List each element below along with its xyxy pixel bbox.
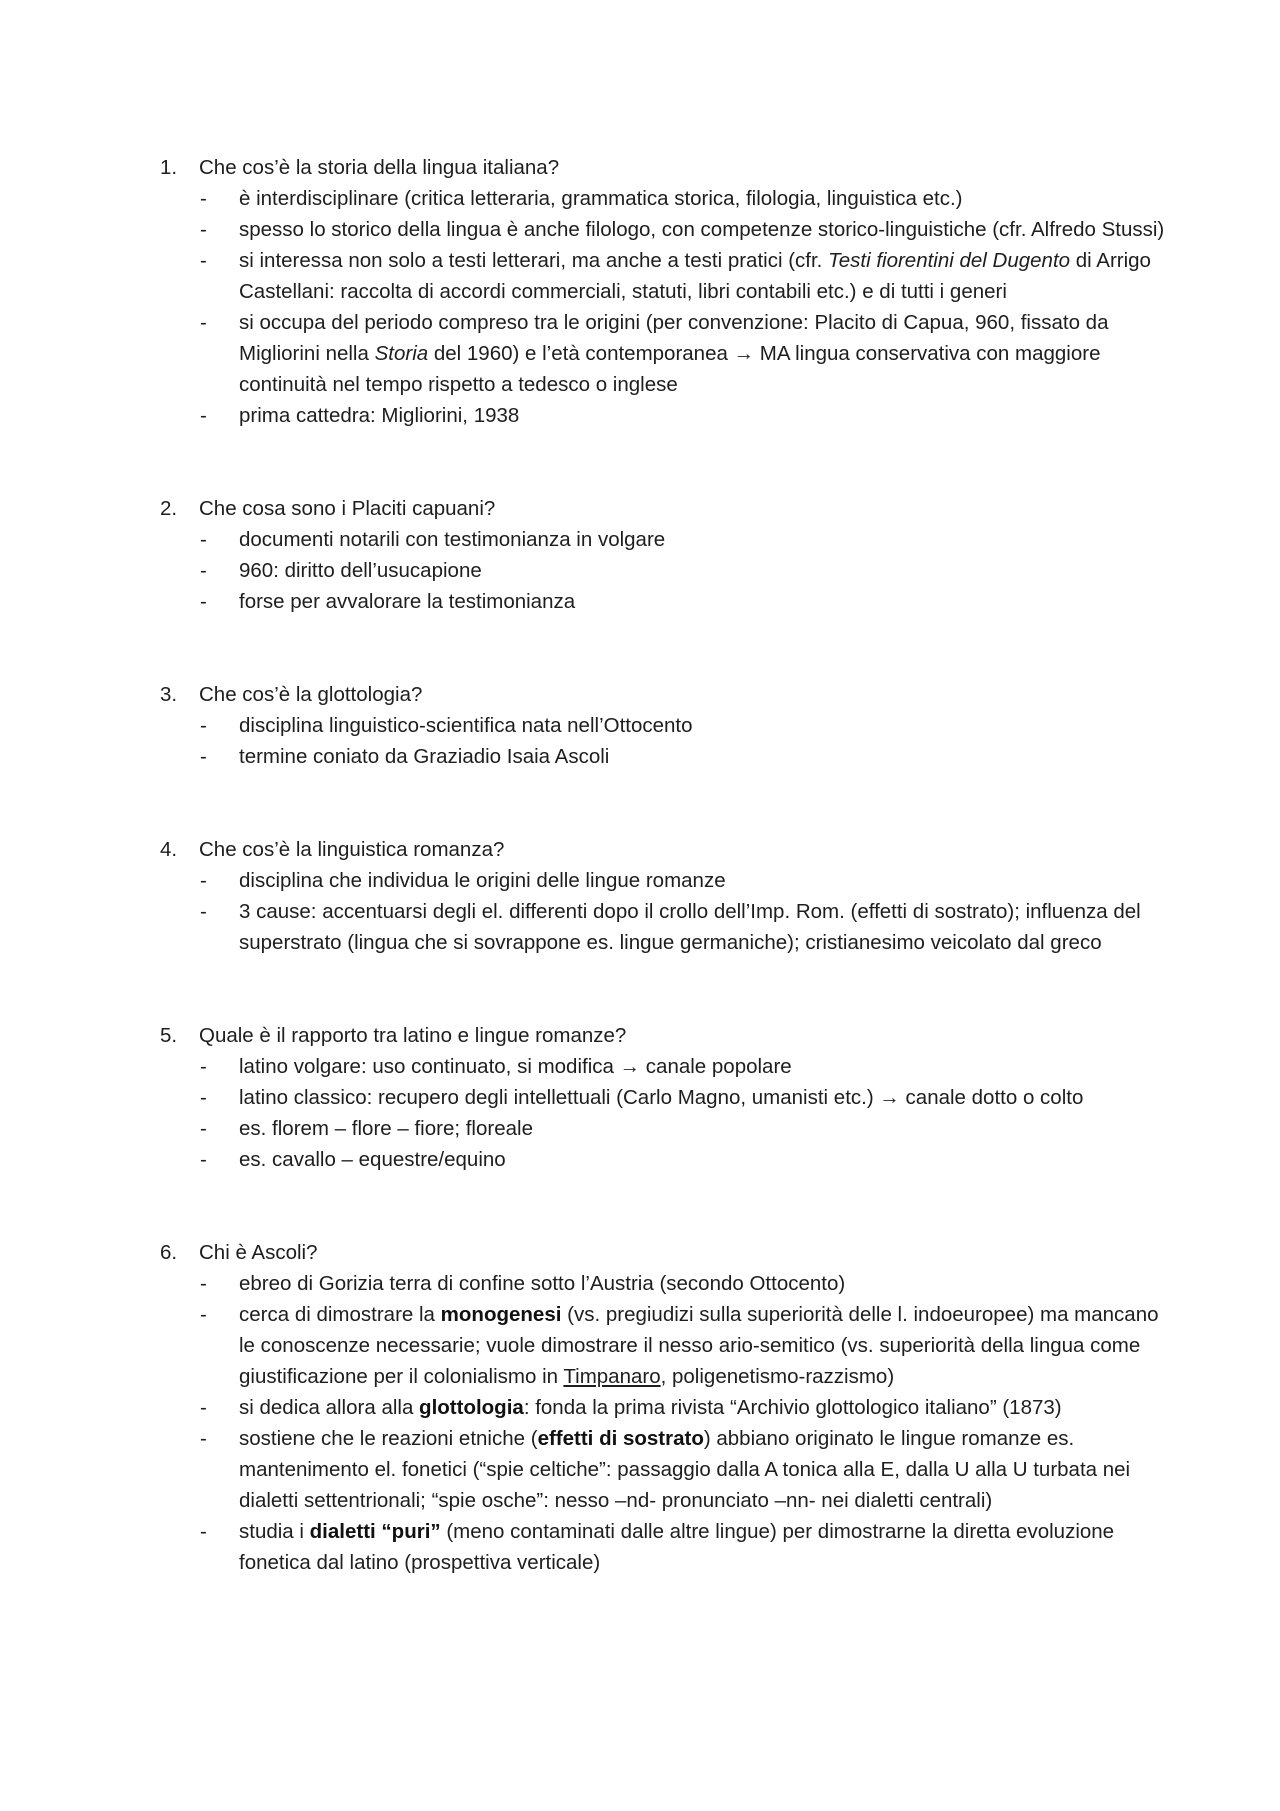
question-heading — [160, 493, 1170, 524]
list-item — [200, 710, 1170, 741]
text-run: ebreo di Gorizia terra di confine sotto l’Austria (secondo Ottocento) — [239, 1272, 846, 1295]
question-number: 2. — [160, 497, 178, 520]
question-title: Quale è il rapporto tra latino e lingue romanze? — [199, 1024, 627, 1047]
dash-bullet-icon: - — [200, 218, 207, 241]
question-number: 5. — [160, 1024, 178, 1047]
list-item-text — [239, 1051, 1170, 1082]
text-run: spesso lo storico della lingua è anche filologo, con competenze storico-linguistiche (cfr. Alfredo Stussi) — [239, 218, 1165, 241]
dash-bullet-icon: - — [200, 1148, 207, 1171]
text-run: 960: diritto dell’usucapione — [239, 559, 482, 582]
list-item-text — [239, 400, 1170, 431]
list-item-text — [239, 586, 1170, 617]
list-item — [200, 307, 1170, 400]
dash-bullet-icon: - — [200, 1086, 207, 1109]
text-run: del 1960) e l’età contemporanea → MA lingua conservativa con maggiore continuità nel tempo rispetto a tedesco o inglese — [239, 342, 1101, 396]
dash-bullet-icon: - — [200, 1427, 207, 1450]
dash-bullet-icon: - — [200, 745, 207, 768]
question-title: Che cosa sono i Placiti capuani? — [199, 497, 496, 520]
text-run: : fonda la prima rivista “Archivio glottologico italiano” (1873) — [523, 1396, 1062, 1419]
answer-list — [160, 1268, 1170, 1578]
dash-bullet-icon: - — [200, 869, 207, 892]
text-run: di Arrigo Castellani: raccolta di accordi commerciali, statuti, libri contabili etc.) e di tutti i generi — [239, 249, 1151, 303]
bold-text: monogenesi — [440, 1303, 562, 1326]
question-title: Chi è Ascoli? — [199, 1241, 318, 1264]
list-item — [200, 245, 1170, 307]
question-heading — [160, 834, 1170, 865]
question-number: 6. — [160, 1241, 178, 1264]
text-run: si interessa non solo a testi letterari, ma anche a testi pratici (cfr. — [239, 249, 829, 272]
list-item-text — [239, 524, 1170, 555]
answer-list — [160, 710, 1170, 772]
question-number: 1. — [160, 156, 178, 179]
list-item — [200, 896, 1170, 958]
list-item-text — [239, 741, 1170, 772]
dash-bullet-icon: - — [200, 1117, 207, 1140]
question-section — [160, 1020, 1170, 1175]
dash-bullet-icon: - — [200, 1303, 207, 1326]
list-item — [200, 1051, 1170, 1082]
question-number: 4. — [160, 838, 178, 861]
dash-bullet-icon: - — [200, 1396, 207, 1419]
list-item — [200, 865, 1170, 896]
list-item — [200, 1082, 1170, 1113]
answer-list — [160, 865, 1170, 958]
text-run: si dedica allora alla — [239, 1396, 420, 1419]
text-run: prima cattedra: Migliorini, 1938 — [239, 404, 520, 427]
text-run: sostiene che le reazioni etniche ( — [239, 1427, 538, 1450]
text-run: termine coniato da Graziadio Isaia Ascoli — [239, 745, 610, 768]
list-item — [200, 1113, 1170, 1144]
text-run: forse per avvalorare la testimonianza — [239, 590, 576, 613]
text-run: (vs. pregiudizi sulla superiorità delle l. indoeuropee) ma mancano le conoscenze necessarie; vuole dimostrare il nesso ario-semitico (vs. superiorità della lingua come giustificazione per il colonialismo in — [239, 1303, 1159, 1388]
list-item — [200, 524, 1170, 555]
list-item-text — [239, 1268, 1170, 1299]
dash-bullet-icon: - — [200, 528, 207, 551]
question-section — [160, 679, 1170, 772]
list-item-text — [239, 183, 1170, 214]
dash-bullet-icon: - — [200, 559, 207, 582]
list-item-text — [239, 896, 1170, 958]
text-run: studia i — [239, 1520, 310, 1543]
text-run: , poligenetismo-razzismo) — [660, 1365, 895, 1388]
bold-text: effetti di sostrato — [537, 1427, 704, 1450]
dash-bullet-icon: - — [200, 1520, 207, 1543]
dash-bullet-icon: - — [200, 187, 207, 210]
list-item-text — [239, 865, 1170, 896]
list-item-text — [239, 214, 1170, 245]
text-run: documenti notarili con testimonianza in volgare — [239, 528, 666, 551]
question-heading — [160, 1020, 1170, 1051]
list-item-text — [239, 245, 1170, 307]
answer-list — [160, 1051, 1170, 1175]
text-run: si occupa del periodo compreso tra le origini (per convenzione: Placito di Capua, 960, fissato da Migliorini nella — [239, 311, 1109, 365]
list-item-text — [239, 710, 1170, 741]
dash-bullet-icon: - — [200, 900, 207, 923]
text-run: es. florem – flore – fiore; floreale — [239, 1117, 533, 1140]
dash-bullet-icon: - — [200, 1272, 207, 1295]
italic-title: Storia — [374, 342, 429, 365]
list-item — [200, 1516, 1170, 1578]
underlined-text: Timpanaro — [563, 1365, 661, 1388]
question-title: Che cos’è la storia della lingua italiana? — [199, 156, 560, 179]
question-section — [160, 152, 1170, 431]
list-item — [200, 183, 1170, 214]
list-item-text — [239, 307, 1170, 400]
dash-bullet-icon: - — [200, 1055, 207, 1078]
list-item-text — [239, 1113, 1170, 1144]
list-item-text — [239, 1516, 1170, 1578]
list-item — [200, 400, 1170, 431]
list-item-text — [239, 1423, 1170, 1516]
question-title: Che cos’è la glottologia? — [199, 683, 423, 706]
list-item — [200, 1423, 1170, 1516]
list-item-text — [239, 555, 1170, 586]
text-run: cerca di dimostrare la — [239, 1303, 441, 1326]
dash-bullet-icon: - — [200, 311, 207, 334]
list-item — [200, 586, 1170, 617]
list-item-text — [239, 1392, 1170, 1423]
question-heading — [160, 152, 1170, 183]
text-run: è interdisciplinare (critica letteraria, grammatica storica, filologia, linguistica etc.) — [239, 187, 963, 210]
question-section — [160, 1237, 1170, 1578]
list-item-text — [239, 1082, 1170, 1113]
list-item-text — [239, 1144, 1170, 1175]
italic-title: Testi fiorentini del Dugento — [828, 249, 1071, 272]
dash-bullet-icon: - — [200, 404, 207, 427]
list-item-text — [239, 1299, 1170, 1392]
list-item — [200, 1392, 1170, 1423]
list-item — [200, 1144, 1170, 1175]
bold-text: glottologia — [419, 1396, 524, 1419]
text-run: ) abbiano originato le lingue romanze es. mantenimento el. fonetici (“spie celtiche”: passaggio dalla A tonica alla E, dalla U alla U turbata nei dialetti settentrionali; “spie osche”: nesso –nd- pronunciato –nn- nei dialetti centrali) — [239, 1427, 1131, 1512]
question-heading — [160, 679, 1170, 710]
bold-text: dialetti “puri” — [309, 1520, 441, 1543]
list-item — [200, 1268, 1170, 1299]
dash-bullet-icon: - — [200, 714, 207, 737]
text-run: latino classico: recupero degli intellettuali (Carlo Magno, umanisti etc.) → canale dotto o colto — [239, 1086, 1084, 1109]
dash-bullet-icon: - — [200, 590, 207, 613]
answer-list — [160, 183, 1170, 431]
list-item — [200, 214, 1170, 245]
text-run: 3 cause: accentuarsi degli el. differenti dopo il crollo dell’Imp. Rom. (effetti di sostrato); influenza del superstrato (lingua che si sovrappone es. lingue germaniche); cristianesimo veicolato dal greco — [239, 900, 1141, 954]
text-run: disciplina linguistico-scientifica nata nell’Ottocento — [239, 714, 693, 737]
list-item — [200, 555, 1170, 586]
text-run: disciplina che individua le origini delle lingue romanze — [239, 869, 726, 892]
list-item — [200, 741, 1170, 772]
text-run: es. cavallo – equestre/equino — [239, 1148, 506, 1171]
text-run: latino volgare: uso continuato, si modifica → canale popolare — [239, 1055, 792, 1078]
question-section — [160, 493, 1170, 617]
dash-bullet-icon: - — [200, 249, 207, 272]
question-section — [160, 834, 1170, 958]
list-item — [200, 1299, 1170, 1392]
question-heading — [160, 1237, 1170, 1268]
text-run: (meno contaminati dalle altre lingue) per dimostrarne la diretta evoluzione fonetica dal latino (prospettiva verticale) — [239, 1520, 1115, 1574]
answer-list — [160, 524, 1170, 617]
question-title: Che cos’è la linguistica romanza? — [199, 838, 505, 861]
question-number: 3. — [160, 683, 178, 706]
